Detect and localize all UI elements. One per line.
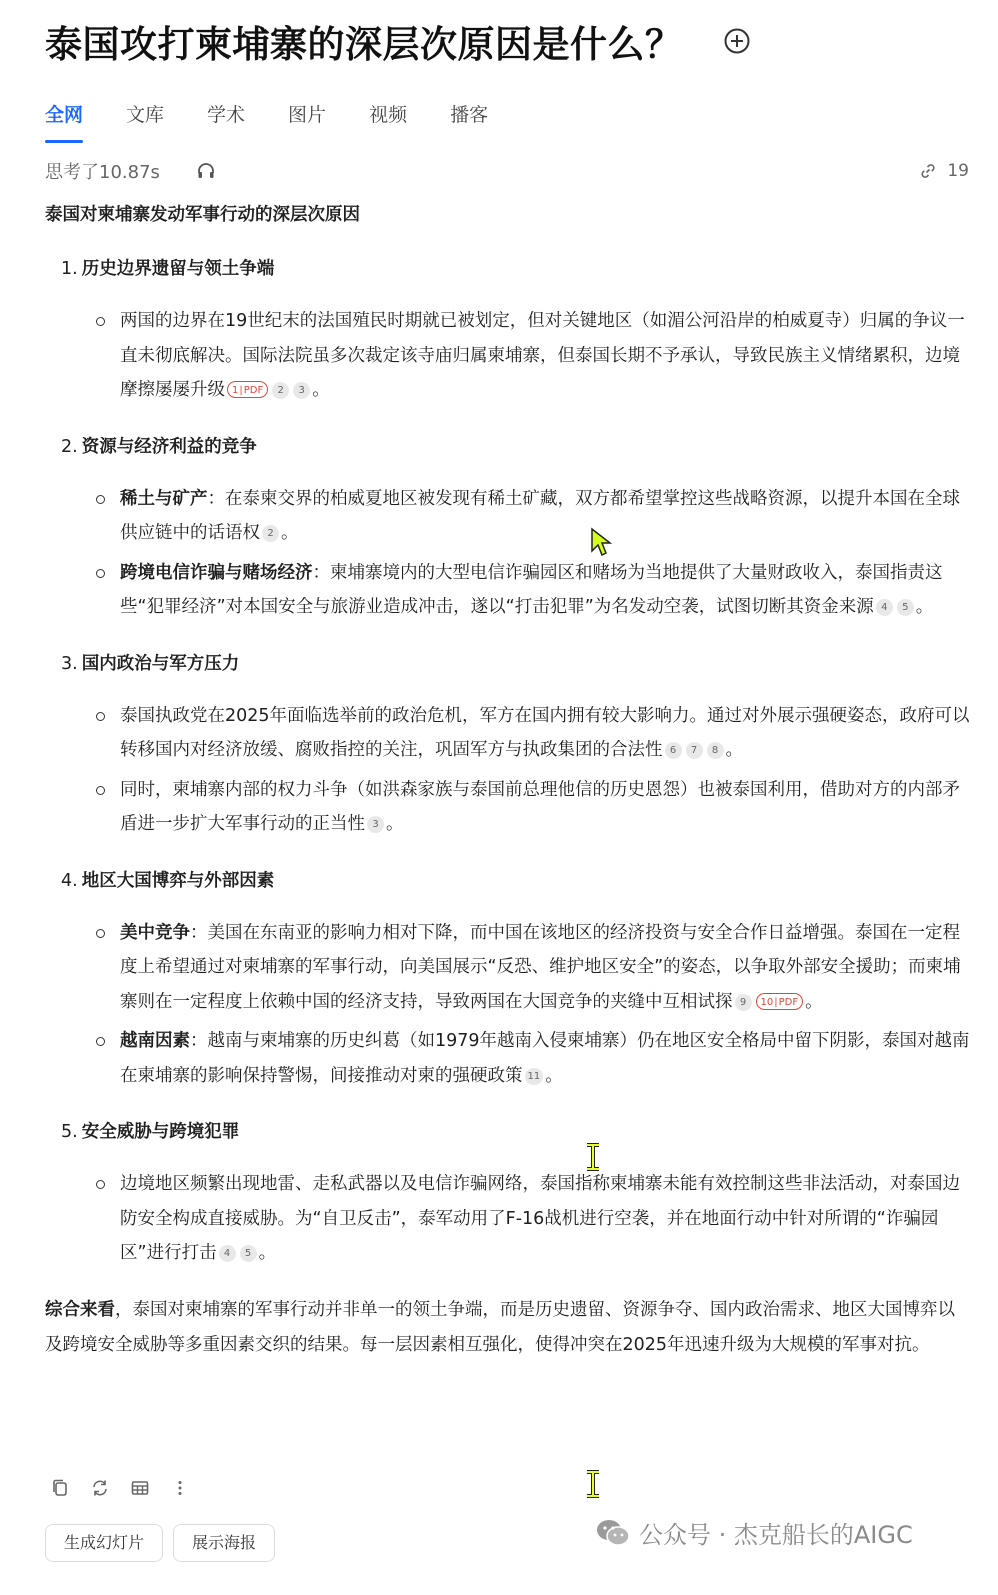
tab-all-web[interactable]: 全网 — [45, 100, 83, 143]
list-item: 泰国执政党在2025年面临选举前的政治危机，军方在国内拥有较大影响力。通过对外展示强硬姿态，政府可以转移国内对经济放缓、腐败指控的关注，巩固军方与执政集团的合法性 6 7 8 。 — [96, 699, 970, 768]
watermark-text: 公众号 · 杰克船长的AIGC — [639, 1521, 913, 1549]
add-circle-icon[interactable] — [723, 27, 751, 55]
section-list — [96, 699, 970, 842]
list-item: 同时，柬埔寨内部的权力斗争（如洪森家族与泰国前总理他信的历史恩怨）也被泰国利用，借助对方的内部矛盾进一步扩大军事行动的正当性 3 。 — [96, 773, 970, 842]
list-item: 跨境电信诈骗与赌场经济：柬埔寨境内的大型电信诈骗园区和赌场为当地提供了大量财政收入，泰国指责这些“犯罪经济”对本国安全与旅游业造成冲击，遂以“打击犯罪”为名发动空袭，试图切断其资金来源 4 5 。 — [96, 556, 970, 625]
list-item: 美中竞争：美国在东南亚的影响力相对下降，而中国在该地区的经济投资与安全合作日益增强。泰国在一定程度上希望通过对柬埔寨的军事行动，向美国展示“反恐、维护地区安全”的姿态，以争取外部安全援助；而柬埔寨则在一定程度上依赖中国的经济支持，导致两国在大国竞争的夹缝中互相试探 9 10|PDF 。 — [96, 916, 970, 1020]
generate-slides-button[interactable]: 生成幻灯片 — [45, 1524, 163, 1562]
reference-count: 19 — [947, 161, 969, 181]
citation[interactable]: 6 — [665, 742, 682, 759]
search-scope-tabs — [45, 100, 531, 143]
mouse-cursor-icon — [590, 527, 614, 557]
citation[interactable]: 5 — [240, 1245, 257, 1262]
show-poster-button[interactable]: 展示海报 — [173, 1524, 275, 1562]
citation-pdf[interactable]: 1|PDF — [227, 381, 268, 398]
tab-videos[interactable]: 视频 — [369, 104, 408, 126]
citation[interactable]: 7 — [686, 742, 703, 759]
watermark — [595, 1515, 913, 1550]
tab-academic[interactable]: 学术 — [207, 104, 246, 126]
list-item: 两国的边界在19世纪末的法国殖民时期就已被划定，但对关键地区（如湄公河沿岸的柏威夏寺）归属的争议一直未彻底解决。国际法院虽多次裁定该寺庙归属柬埔寨，但泰国长期不予承认，导致民族主义情绪累积，边境摩擦屡屡升级 1|PDF 2 3 。 — [96, 304, 970, 408]
answer-actions — [50, 1478, 210, 1498]
citation[interactable]: 3 — [293, 382, 310, 399]
section-list — [96, 304, 970, 408]
tab-library[interactable]: 文库 — [126, 104, 165, 126]
citation[interactable]: 4 — [219, 1245, 236, 1262]
follow-up-buttons — [45, 1524, 285, 1562]
citation[interactable]: 2 — [262, 525, 279, 542]
text-cursor-icon — [584, 1143, 602, 1171]
citation[interactable]: 11 — [525, 1068, 544, 1085]
list-item: 边境地区频繁出现地雷、走私武器以及电信诈骗网络，泰国指称柬埔寨未能有效控制这些非法活动，对泰国边防安全构成直接威胁。为“自卫反击”，泰军动用了F-16战机进行空袭，并在地面行动中针对所谓的“诈骗园区”进行打击 4 5 。 — [96, 1167, 970, 1271]
answer-meta — [45, 158, 969, 184]
citation[interactable]: 2 — [272, 382, 289, 399]
section-heading: 1. 历史边界遗留与领土争端 — [61, 259, 275, 279]
answer-body — [45, 200, 970, 1363]
references-link[interactable] — [919, 161, 969, 181]
wechat-icon — [595, 1518, 631, 1548]
citation[interactable]: 9 — [735, 994, 752, 1011]
more-icon[interactable] — [170, 1478, 190, 1498]
list-item: 越南因素：越南与柬埔寨的历史纠葛（如1979年越南入侵柬埔寨）仍在地区安全格局中留下阴影，泰国对越南在柬埔寨的影响保持警惕，间接推动对柬的强硬政策 11 。 — [96, 1024, 970, 1093]
refresh-icon[interactable] — [90, 1478, 110, 1498]
section-list — [96, 482, 970, 625]
page-title: 泰国攻打柬埔寨的深层次原因是什么？ — [45, 23, 683, 66]
answer-heading: 泰国对柬埔寨发动军事行动的深层次原因 — [45, 205, 360, 225]
table-icon[interactable] — [130, 1478, 150, 1498]
thinking-time[interactable]: 思考了10.87s — [45, 162, 160, 183]
question-header — [45, 14, 751, 68]
citation[interactable]: 3 — [367, 816, 384, 833]
citation-pdf[interactable]: 10|PDF — [756, 993, 804, 1010]
section-list — [96, 916, 970, 1094]
text-cursor-icon — [584, 1470, 602, 1498]
copy-icon[interactable] — [50, 1478, 70, 1498]
list-item: 稀土与矿产：在泰柬交界的柏威夏地区被发现有稀土矿藏，双方都希望掌控这些战略资源，以提升本国在全球供应链中的话语权 2 。 — [96, 482, 970, 551]
citation[interactable]: 5 — [897, 599, 914, 616]
section-heading: 3. 国内政治与军方压力 — [61, 653, 240, 674]
section-heading: 4. 地区大国博弈与外部因素 — [61, 870, 275, 891]
citation[interactable]: 8 — [707, 742, 724, 759]
headphone-icon[interactable] — [196, 161, 216, 181]
citation[interactable]: 4 — [876, 599, 893, 616]
tab-podcasts[interactable]: 播客 — [450, 104, 489, 126]
section-heading: 5. 安全威胁与跨境犯罪 — [61, 1122, 240, 1142]
answer-summary: 综合来看，泰国对柬埔寨的军事行动并非单一的领土争端，而是历史遗留、资源争夺、国内政治需求、地区大国博弈以及跨境安全威胁等多重因素交织的结果。每一层因素相互强化，使得冲突在2025年迅速升级为大规模的军事对抗。 — [45, 1299, 955, 1355]
section-heading: 2. 资源与经济利益的竞争 — [61, 436, 257, 457]
link-icon — [919, 162, 937, 180]
section-list — [96, 1167, 970, 1271]
tab-images[interactable]: 图片 — [288, 104, 327, 126]
